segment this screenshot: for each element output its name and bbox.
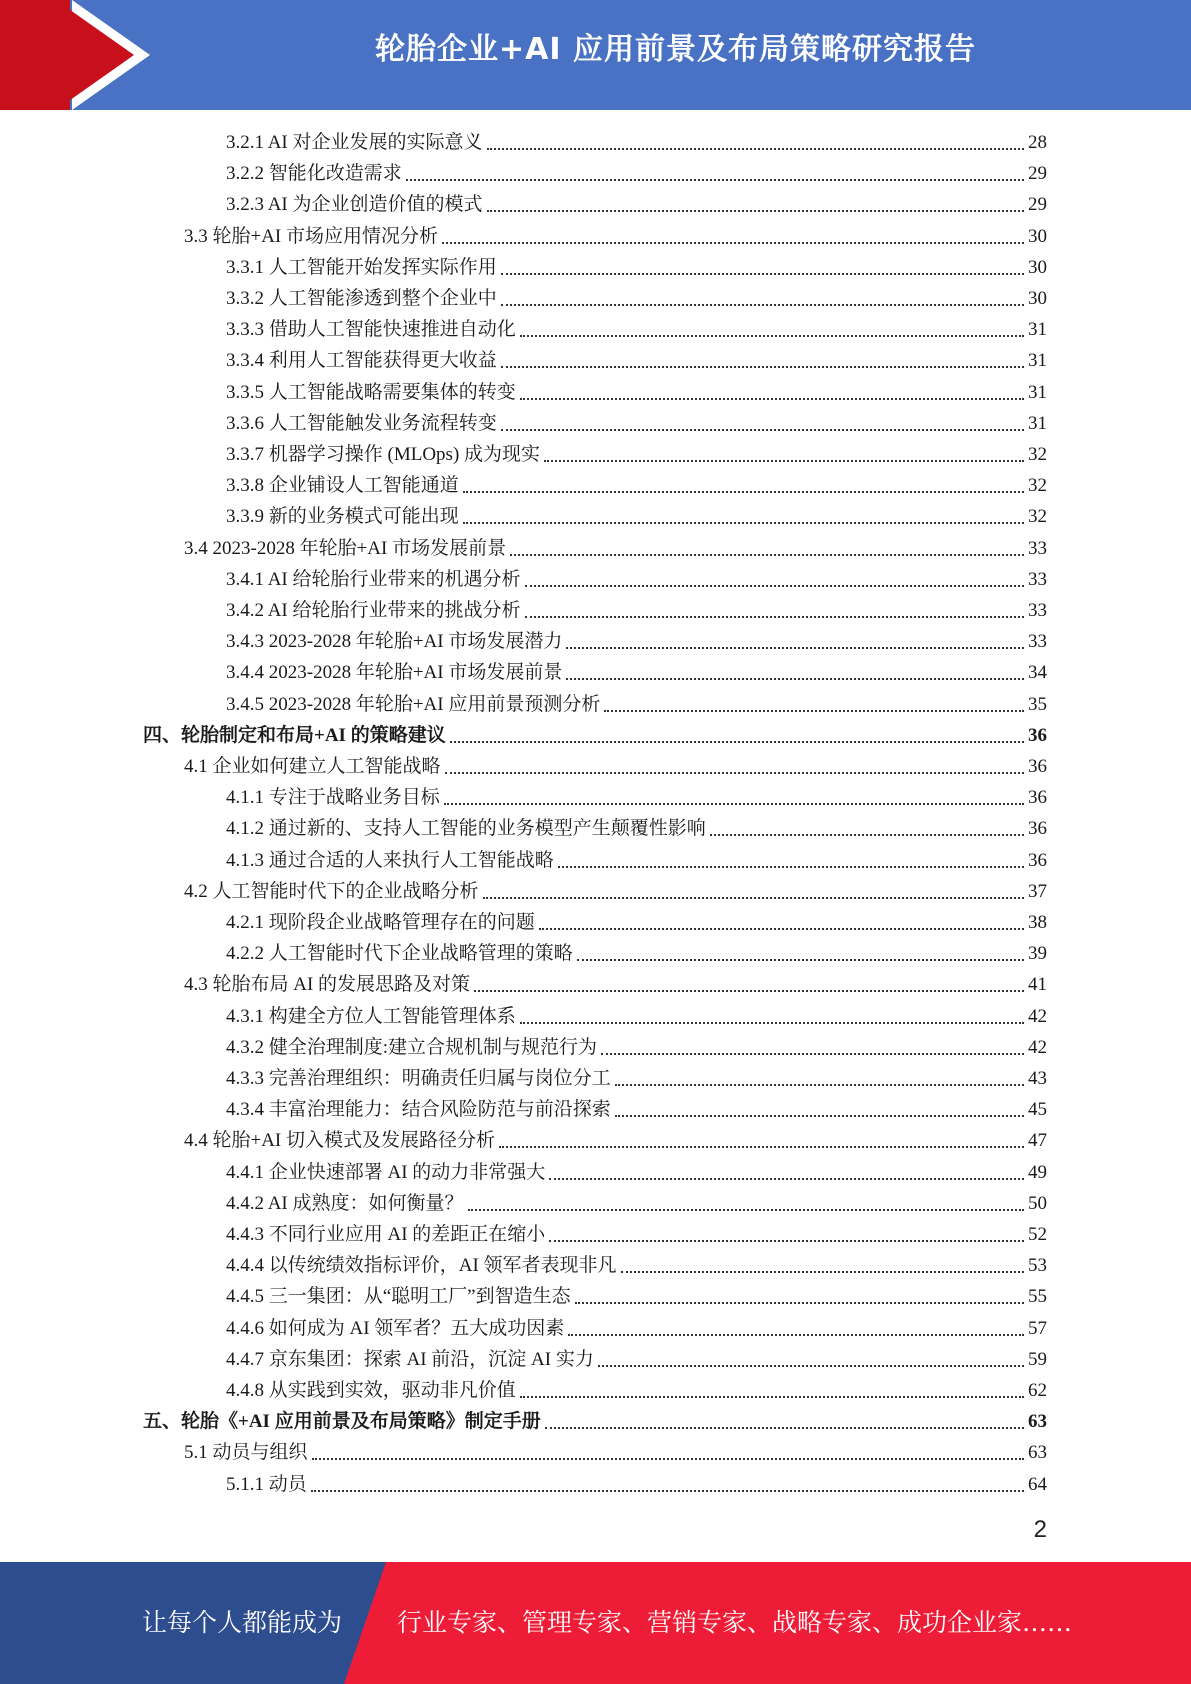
toc-entry-page: 33	[1028, 537, 1047, 559]
toc-entry-label: 3.4.1 AI 给轮胎行业带来的机遇分析	[226, 568, 521, 590]
toc-entry-label: 4.1.2 通过新的、支持人工智能的业务模型产生颠覆性影响	[226, 818, 706, 840]
toc-entry-page: 45	[1028, 1099, 1047, 1121]
toc-leader-dots	[501, 429, 1024, 431]
toc-leader-dots	[444, 803, 1024, 805]
toc-entry-label: 4.4.4 以传统绩效指标评价，AI 领军者表现非凡	[226, 1255, 617, 1277]
toc-entry-label: 4.2.1 现阶段企业战略管理存在的问题	[226, 912, 535, 933]
toc-entry-label: 4.3.4 丰富治理能力：结合风险防范与前沿探索	[226, 1099, 611, 1121]
toc-entry[interactable]	[184, 221, 1047, 252]
toc-entry-page: 33	[1028, 600, 1047, 621]
toc-entry-page: 30	[1028, 256, 1047, 278]
toc-entry-page: 30	[1028, 288, 1047, 309]
toc-entry-label: 3.2.3 AI 为企业创造价值的模式	[226, 194, 483, 216]
toc-entry-page: 41	[1028, 974, 1047, 996]
toc-leader-dots	[499, 1146, 1024, 1148]
toc-leader-dots	[442, 242, 1024, 244]
toc-entry-page: 53	[1028, 1255, 1047, 1277]
toc-entry-label: 4.4.6 如何成为 AI 领军者？五大成功因素	[226, 1317, 565, 1339]
toc-entry-page: 32	[1028, 506, 1047, 528]
toc-entry[interactable]	[226, 845, 1047, 876]
toc-entry[interactable]	[226, 283, 1047, 314]
toc-entry[interactable]	[226, 1001, 1047, 1032]
toc-leader-dots	[545, 1427, 1024, 1429]
toc-entry[interactable]	[226, 439, 1047, 470]
toc-entry-page: 57	[1028, 1317, 1047, 1339]
toc-leader-dots	[710, 834, 1024, 836]
footer-slogan-left: 让每个人都能成为	[142, 1608, 343, 1637]
toc-entry-label: 5.1.1 动员	[226, 1473, 307, 1495]
toc-leader-dots	[450, 741, 1024, 743]
toc-entry-page: 29	[1028, 163, 1047, 185]
toc-leader-dots	[311, 1490, 1024, 1492]
toc-entry-label: 4.3.2 健全治理制度:建立合规机制与规范行为	[226, 1036, 598, 1058]
toc-leader-dots	[510, 554, 1024, 556]
toc-entry-label: 3.3.9 新的业务模式可能出现	[226, 506, 459, 528]
toc-leader-dots	[566, 678, 1024, 680]
toc-entry-label: 3.3 轮胎+AI 市场应用情况分析	[184, 225, 439, 247]
toc-entry[interactable]	[226, 657, 1047, 688]
toc-entry[interactable]	[226, 1344, 1047, 1375]
toc-entry-page: 52	[1028, 1224, 1047, 1245]
toc-leader-dots	[406, 179, 1024, 181]
toc-entry[interactable]	[184, 969, 1047, 1000]
toc-entry[interactable]	[226, 127, 1047, 158]
toc-entry-label: 3.3.1 人工智能开始发挥实际作用	[226, 256, 497, 278]
toc-entry-page: 63	[1028, 1442, 1047, 1464]
toc-entry[interactable]	[184, 1437, 1047, 1468]
toc-leader-dots	[463, 491, 1024, 493]
toc-leader-dots	[520, 398, 1024, 400]
toc-leader-dots	[568, 1334, 1024, 1336]
toc-entry-label: 3.3.7 机器学习操作 (MLOps) 成为现实	[226, 444, 541, 465]
toc-entry[interactable]	[226, 252, 1047, 283]
toc-entry-page: 33	[1028, 631, 1047, 653]
toc-leader-dots	[312, 1458, 1024, 1460]
toc-leader-dots	[577, 959, 1024, 961]
toc-entry-page: 36	[1028, 818, 1047, 840]
toc-leader-dots	[468, 1209, 1024, 1211]
toc-entry-label: 4.4.2 AI 成熟度：如何衡量？	[226, 1192, 464, 1214]
toc-entry[interactable]	[226, 1157, 1047, 1188]
toc-entry-page: 64	[1028, 1473, 1047, 1495]
toc-entry[interactable]	[184, 876, 1047, 907]
toc-entry[interactable]	[226, 1063, 1047, 1094]
toc-entry[interactable]	[226, 938, 1047, 969]
toc-entry-page: 34	[1028, 662, 1047, 684]
page-number: 2	[1033, 1516, 1047, 1543]
toc-entry[interactable]	[226, 1313, 1047, 1344]
toc-entry[interactable]	[226, 1219, 1047, 1250]
toc-entry[interactable]	[226, 314, 1047, 345]
toc-entry-label: 4.1 企业如何建立人工智能战略	[184, 756, 441, 777]
toc-entry-page: 63	[1028, 1411, 1047, 1433]
toc-entry[interactable]	[184, 533, 1047, 564]
toc-entry-label: 4.4.5 三一集团：从“聪明工厂”到智造生态	[226, 1286, 571, 1308]
toc-entry-label: 3.2.2 智能化改造需求	[226, 163, 402, 185]
toc-entry[interactable]	[143, 1406, 1047, 1437]
toc-leader-dots	[487, 148, 1024, 150]
toc-entry-page: 47	[1028, 1130, 1047, 1152]
page-footer	[0, 1562, 1191, 1684]
toc-entry-label: 4.1.1 专注于战略业务目标	[226, 787, 440, 809]
toc-entry-page: 31	[1028, 381, 1047, 403]
toc-entry-page: 50	[1028, 1192, 1047, 1214]
toc-leader-dots	[544, 460, 1024, 462]
toc-leader-dots	[520, 1396, 1024, 1398]
toc-entry-label: 4.4 轮胎+AI 切入模式及发展路径分析	[184, 1130, 496, 1152]
toc-leader-dots	[520, 1022, 1024, 1024]
toc-leader-dots	[501, 273, 1024, 275]
toc-entry[interactable]	[226, 1469, 1047, 1500]
toc-entry-label: 4.4.3 不同行业应用 AI 的差距正在缩小	[226, 1224, 546, 1245]
toc-entry-label: 4.3 轮胎布局 AI 的发展思路及对策	[184, 974, 471, 996]
toc-entry-label: 五、轮胎《+AI 应用前景及布局策略》制定手册	[143, 1411, 541, 1433]
toc-entry-page: 43	[1028, 1068, 1047, 1089]
toc-leader-dots	[539, 928, 1024, 930]
toc-entry[interactable]	[226, 345, 1047, 376]
toc-entry-page: 49	[1028, 1161, 1047, 1183]
toc-leader-dots	[615, 1084, 1024, 1086]
toc-entry-label: 3.4.4 2023-2028 年轮胎+AI 市场发展前景	[226, 662, 563, 684]
toc-entry-label: 4.4.8 从实践到实效，驱动非凡价值	[226, 1380, 516, 1401]
toc-entry-label: 3.3.3 借助人工智能快速推进自动化	[226, 319, 516, 341]
toc-entry[interactable]	[226, 189, 1047, 220]
toc-entry-label: 4.2.2 人工智能时代下企业战略管理的策略	[226, 943, 573, 965]
toc-entry[interactable]	[226, 1281, 1047, 1312]
toc-leader-dots	[525, 585, 1024, 587]
toc-entry-page: 32	[1028, 444, 1047, 465]
toc-leader-dots	[558, 866, 1024, 868]
toc-entry[interactable]	[226, 377, 1047, 408]
toc-entry[interactable]	[226, 1250, 1047, 1281]
toc-entry[interactable]	[226, 1375, 1047, 1406]
toc-leader-dots	[474, 990, 1024, 992]
toc-entry[interactable]	[226, 689, 1047, 720]
toc-leader-dots	[463, 522, 1024, 524]
toc-entry[interactable]	[143, 720, 1047, 751]
toc-entry-page: 31	[1028, 319, 1047, 341]
toc-entry-page: 39	[1028, 943, 1047, 965]
toc-entry-label: 4.4.7 京东集团：探索 AI 前沿，沉淀 AI 实力	[226, 1348, 594, 1370]
toc-entry-label: 3.3.2 人工智能渗透到整个企业中	[226, 288, 497, 309]
toc-entry-label: 3.3.6 人工智能触发业务流程转变	[226, 412, 497, 434]
toc-entry[interactable]	[226, 1188, 1047, 1219]
toc-entry-page: 33	[1028, 568, 1047, 590]
toc-entry-page: 29	[1028, 194, 1047, 216]
toc-leader-dots	[525, 616, 1024, 618]
toc-entry[interactable]	[226, 595, 1047, 626]
toc-entry-label: 4.2 人工智能时代下的企业战略分析	[184, 880, 479, 902]
toc-entry-page: 37	[1028, 880, 1047, 902]
toc-leader-dots	[601, 1053, 1024, 1055]
toc-leader-dots	[483, 897, 1024, 899]
toc-entry[interactable]	[226, 564, 1047, 595]
toc-entry-page: 31	[1028, 350, 1047, 372]
toc-entry-label: 3.3.4 利用人工智能获得更大收益	[226, 350, 497, 372]
toc-entry[interactable]	[226, 626, 1047, 657]
toc-entry-page: 42	[1028, 1036, 1047, 1058]
toc-entry-label: 3.3.5 人工智能战略需要集体的转变	[226, 381, 516, 403]
toc-entry-label: 4.3.1 构建全方位人工智能管理体系	[226, 1005, 516, 1027]
toc-entry[interactable]	[226, 813, 1047, 844]
toc-entry[interactable]	[226, 470, 1047, 501]
toc-entry[interactable]	[226, 501, 1047, 532]
toc-entry-page: 32	[1028, 475, 1047, 497]
footer-slogan-right: 行业专家、管理专家、营销专家、战略专家、成功企业家……	[397, 1608, 1073, 1637]
report-title: 轮胎企业+AI 应用前景及布局策略研究报告	[375, 32, 976, 67]
toc-leader-dots	[604, 710, 1024, 712]
toc-leader-dots	[575, 1302, 1024, 1304]
toc-entry-page: 55	[1028, 1286, 1047, 1308]
toc-entry-page: 59	[1028, 1348, 1047, 1370]
toc-entry-page: 36	[1028, 849, 1047, 871]
toc-entry-label: 3.3.8 企业铺设人工智能通道	[226, 475, 459, 497]
toc-entry-page: 30	[1028, 225, 1047, 247]
toc-leader-dots	[520, 335, 1024, 337]
toc-entry-label: 4.4.1 企业快速部署 AI 的动力非常强大	[226, 1161, 546, 1183]
toc-entry-label: 四、轮胎制定和布局+AI 的策略建议	[143, 724, 446, 746]
toc-entry-page: 31	[1028, 412, 1047, 434]
toc-entry[interactable]	[184, 1125, 1047, 1156]
toc-entry[interactable]	[226, 1032, 1047, 1063]
toc-entry[interactable]	[226, 907, 1047, 938]
toc-entry-page: 42	[1028, 1005, 1047, 1027]
toc-entry[interactable]	[226, 1094, 1047, 1125]
footer-blue-slant	[344, 1562, 386, 1684]
toc-entry-label: 3.4.3 2023-2028 年轮胎+AI 市场发展潜力	[226, 631, 563, 653]
toc-entry-label: 3.2.1 AI 对企业发展的实际意义	[226, 132, 483, 153]
toc-entry-page: 36	[1028, 787, 1047, 809]
toc-entry-page: 35	[1028, 693, 1047, 715]
toc-entry-label: 3.4.5 2023-2028 年轮胎+AI 应用前景预测分析	[226, 693, 601, 715]
toc-leader-dots	[549, 1178, 1024, 1180]
toc-leader-dots	[487, 210, 1024, 212]
toc-leader-dots	[549, 1240, 1024, 1242]
toc-leader-dots	[566, 647, 1024, 649]
toc-entry-page: 36	[1028, 724, 1047, 746]
toc-entry-label: 3.4 2023-2028 年轮胎+AI 市场发展前景	[184, 537, 507, 559]
toc-entry-label: 4.1.3 通过合适的人来执行人工智能战略	[226, 849, 554, 871]
toc-entry-label: 5.1 动员与组织	[184, 1442, 308, 1464]
toc-entry-label: 4.3.3 完善治理组织：明确责任归属与岗位分工	[226, 1068, 611, 1089]
toc-entry-page: 28	[1028, 132, 1047, 153]
toc-leader-dots	[615, 1115, 1024, 1117]
toc-leader-dots	[445, 772, 1024, 774]
toc-entry-page: 62	[1028, 1380, 1047, 1401]
header-chevron-red	[56, 0, 134, 110]
page-header	[0, 0, 1191, 110]
toc-entry[interactable]	[226, 408, 1047, 439]
toc-entry-label: 3.4.2 AI 给轮胎行业带来的挑战分析	[226, 600, 521, 621]
toc-entry[interactable]	[226, 158, 1047, 189]
toc-entry[interactable]	[226, 782, 1047, 813]
toc-leader-dots	[598, 1365, 1024, 1367]
toc-entry-page: 36	[1028, 756, 1047, 777]
toc-leader-dots	[501, 366, 1024, 368]
toc-leader-dots	[621, 1271, 1024, 1273]
toc-entry-page: 38	[1028, 912, 1047, 933]
toc-entry[interactable]	[184, 751, 1047, 782]
toc-leader-dots	[501, 304, 1024, 306]
